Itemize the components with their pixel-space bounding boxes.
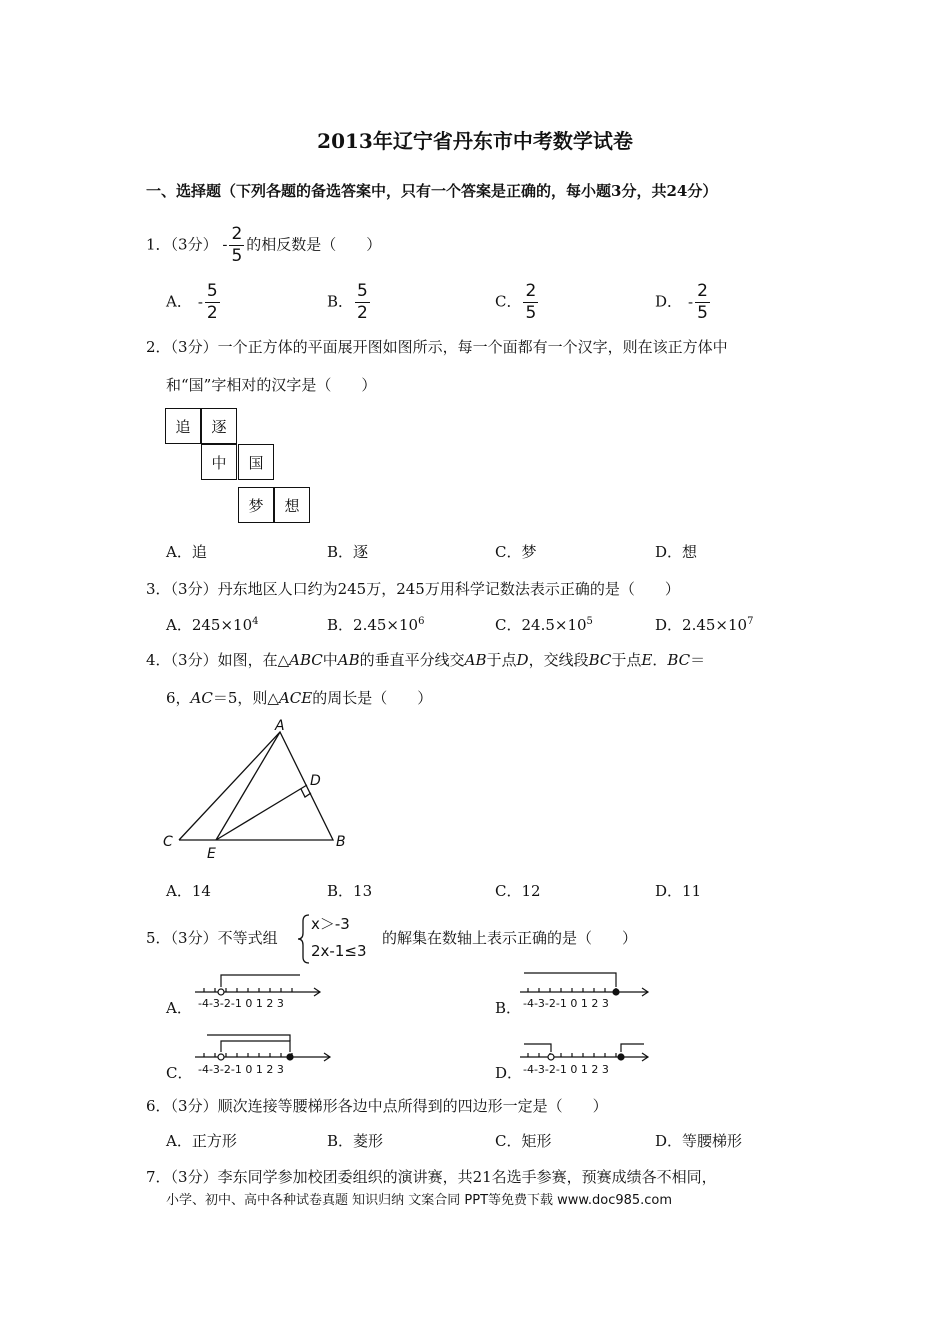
q5-option-c[interactable]: C． — [166, 1064, 193, 1082]
vertex-label-a: A — [275, 718, 285, 734]
q2-option-b[interactable]: B．逐 — [327, 543, 369, 561]
axis-labels-c: -4-3-2-1 0 1 2 3 — [198, 1063, 284, 1076]
q4-option-b[interactable]: B．13 — [327, 882, 373, 900]
vertex-label-e: E — [207, 846, 216, 862]
q2-option-a[interactable]: A．追 — [166, 543, 207, 561]
number-line-b — [520, 973, 648, 996]
q5-option-d[interactable]: D． — [495, 1064, 523, 1082]
q2-option-c[interactable]: C．梦 — [495, 543, 537, 561]
inequality-system — [297, 913, 382, 965]
q6-option-a[interactable]: A．正方形 — [166, 1132, 237, 1150]
net-cell: 中 — [201, 444, 237, 480]
question-3 — [146, 582, 680, 597]
question-number: 1． — [146, 235, 171, 254]
section-heading: 一、选择题（下列各题的备选答案中，只有一个答案是正确的，每小题3分，共24分） — [146, 182, 718, 200]
q1-option-a[interactable]: A． - $\frac{5}{2}$ — [166, 281, 218, 323]
fraction: $\frac{2}{5}$ — [231, 224, 243, 266]
question-text: 的相反数是（ ） — [246, 235, 382, 254]
q1-option-b[interactable]: B． $\frac{5}{2}$ — [327, 281, 368, 323]
inequality-1: x＞-3 — [311, 915, 350, 933]
number-line-c — [195, 1035, 330, 1061]
net-cell: 国 — [238, 444, 274, 480]
question-number: 3． — [146, 580, 171, 598]
question-number: 2． — [146, 338, 171, 356]
question-2 — [146, 340, 728, 355]
q3-option-c[interactable]: C．$24.5\times 10^5$ — [495, 616, 593, 634]
axis-labels-d: -4-3-2-1 0 1 2 3 — [523, 1063, 609, 1076]
net-cell: 梦 — [238, 487, 274, 523]
minus-sign: - — [222, 235, 228, 254]
q1-option-d[interactable]: D． - $\frac{2}{5}$ — [655, 281, 708, 323]
axis-labels-b: -4-3-2-1 0 1 2 3 — [523, 997, 609, 1010]
net-cell: 想 — [274, 487, 310, 523]
q6-option-c[interactable]: C．矩形 — [495, 1132, 552, 1150]
q2-option-d[interactable]: D．想 — [655, 543, 698, 561]
question-5-tail: 的解集在数轴上表示正确的是（ ） — [382, 929, 638, 947]
axis-labels-a: -4-3-2-1 0 1 2 3 — [198, 997, 284, 1010]
q3-option-d[interactable]: D．$2.45\times 10^7$ — [655, 616, 754, 634]
vertex-label-b: B — [336, 834, 346, 850]
question-text: （3分）丹东地区人口约为245万，245万用科学记数法表示正确的是（ ） — [170, 580, 680, 598]
question-7: 7．（3分）李东同学参加校团委组织的演讲赛，共21名选手参赛，预赛成绩各不相同， — [146, 1168, 717, 1186]
question-score: （3分） — [170, 235, 218, 254]
q4-option-a[interactable]: A．14 — [166, 882, 211, 900]
q6-option-b[interactable]: B．菱形 — [327, 1132, 384, 1150]
brace-icon — [297, 913, 311, 965]
question-2-line2: 和“国”字相对的汉字是（ ） — [166, 376, 377, 394]
question-5: 5．（3分）不等式组 — [146, 929, 278, 947]
question-4-line2: 6，AC＝5，则△ACE的周长是（ ） — [166, 689, 433, 707]
q6-option-d[interactable]: D．等腰梯形 — [655, 1132, 743, 1150]
question-text: （3分）一个正方体的平面展开图如图所示，每一个面都有一个汉字，则在该正方体中 — [170, 338, 728, 356]
question-1 — [146, 226, 381, 265]
question-4: 4．（3分）如图，在△ABC中AB的垂直平分线交AB于点D，交线段BC于点E．BC＝ — [146, 651, 706, 669]
inequality-2: 2x-1≤3 — [311, 942, 367, 960]
number-line-d — [520, 1044, 648, 1061]
net-cell: 逐 — [201, 408, 237, 444]
question-6: 6．（3分）顺次连接等腰梯形各边中点所得到的四边形一定是（ ） — [146, 1097, 608, 1115]
q5-option-a[interactable]: A． — [166, 999, 192, 1017]
q4-option-d[interactable]: D．11 — [655, 882, 702, 900]
q1-option-c[interactable]: C． $\frac{2}{5}$ — [495, 281, 537, 323]
page-title: 2013年辽宁省丹东市中考数学试卷 — [317, 129, 633, 153]
vertex-label-c: C — [163, 834, 173, 850]
number-line-a — [195, 975, 320, 996]
net-cell: 追 — [165, 408, 201, 444]
page-footer: 小学、初中、高中各种试卷真题 知识归纳 文案合同 PPT等免费下载 www.doc985.com — [166, 1193, 673, 1208]
vertex-label-d: D — [310, 773, 321, 789]
q4-option-c[interactable]: C．12 — [495, 882, 541, 900]
q3-option-b[interactable]: B．$2.45\times 10^6$ — [327, 616, 425, 634]
q5-option-b[interactable]: B． — [495, 999, 522, 1017]
q3-option-a[interactable]: A．$245\times 10^4$ — [166, 616, 259, 634]
